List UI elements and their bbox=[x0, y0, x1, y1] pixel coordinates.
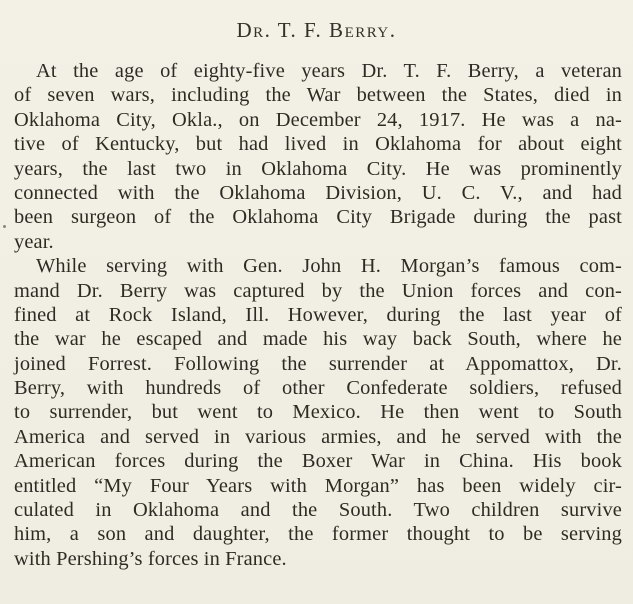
margin-speck bbox=[3, 225, 6, 228]
text-line: Oklahoma City, Okla., on December 24, 1917. He was a na- bbox=[14, 108, 622, 131]
text-line: While serving with Gen. John H. Morgan’s famous com- bbox=[36, 255, 622, 278]
text-line: tive of Kentucky, but had lived in Oklahoma for about eight bbox=[14, 133, 622, 156]
text-line: been surgeon of the Oklahoma City Brigade during the past bbox=[14, 206, 622, 229]
text-line: years, the last two in Oklahoma City. He was prominently bbox=[14, 157, 622, 180]
paragraph-1 bbox=[14, 59, 622, 254]
text-line: At the age of eighty-five years Dr. T. F. Berry, a veteran bbox=[36, 60, 622, 82]
text-line: fined at Rock Island, Ill. However, during the last year of bbox=[14, 303, 622, 326]
text-line: entitled “My Four Years with Morgan” has been widely cir- bbox=[14, 474, 622, 497]
text-line: to surrender, but went to Mexico. He then went to South bbox=[14, 401, 622, 424]
text-line: culated in Oklahoma and the South. Two children survive bbox=[14, 499, 622, 522]
text-line: Berry, with hundreds of other Confederate soldiers, refused bbox=[14, 377, 622, 400]
text-line: connected with the Oklahoma Division, U. C. V., and had bbox=[14, 181, 622, 204]
text-line: American forces during the Boxer War in China. His book bbox=[14, 450, 622, 473]
text-line: him, a son and daughter, the former thought to be serving bbox=[14, 523, 622, 546]
text-line: with Pershing’s forces in France. bbox=[14, 547, 287, 570]
article-body bbox=[14, 59, 622, 571]
paragraph-2 bbox=[14, 254, 622, 571]
article-title: Dr. T. F. Berry. bbox=[236, 18, 397, 42]
text-line: America and served in various armies, and he served with the bbox=[14, 425, 622, 448]
text-line: the war he escaped and made his way back South, where he bbox=[14, 328, 622, 351]
text-line: year. bbox=[14, 230, 54, 253]
text-line: mand Dr. Berry was captured by the Union forces and con- bbox=[14, 279, 622, 302]
text-line: of seven wars, including the War between the States, died in bbox=[14, 84, 622, 107]
text-line: joined Forrest. Following the surrender at Appomattox, Dr. bbox=[14, 352, 622, 375]
